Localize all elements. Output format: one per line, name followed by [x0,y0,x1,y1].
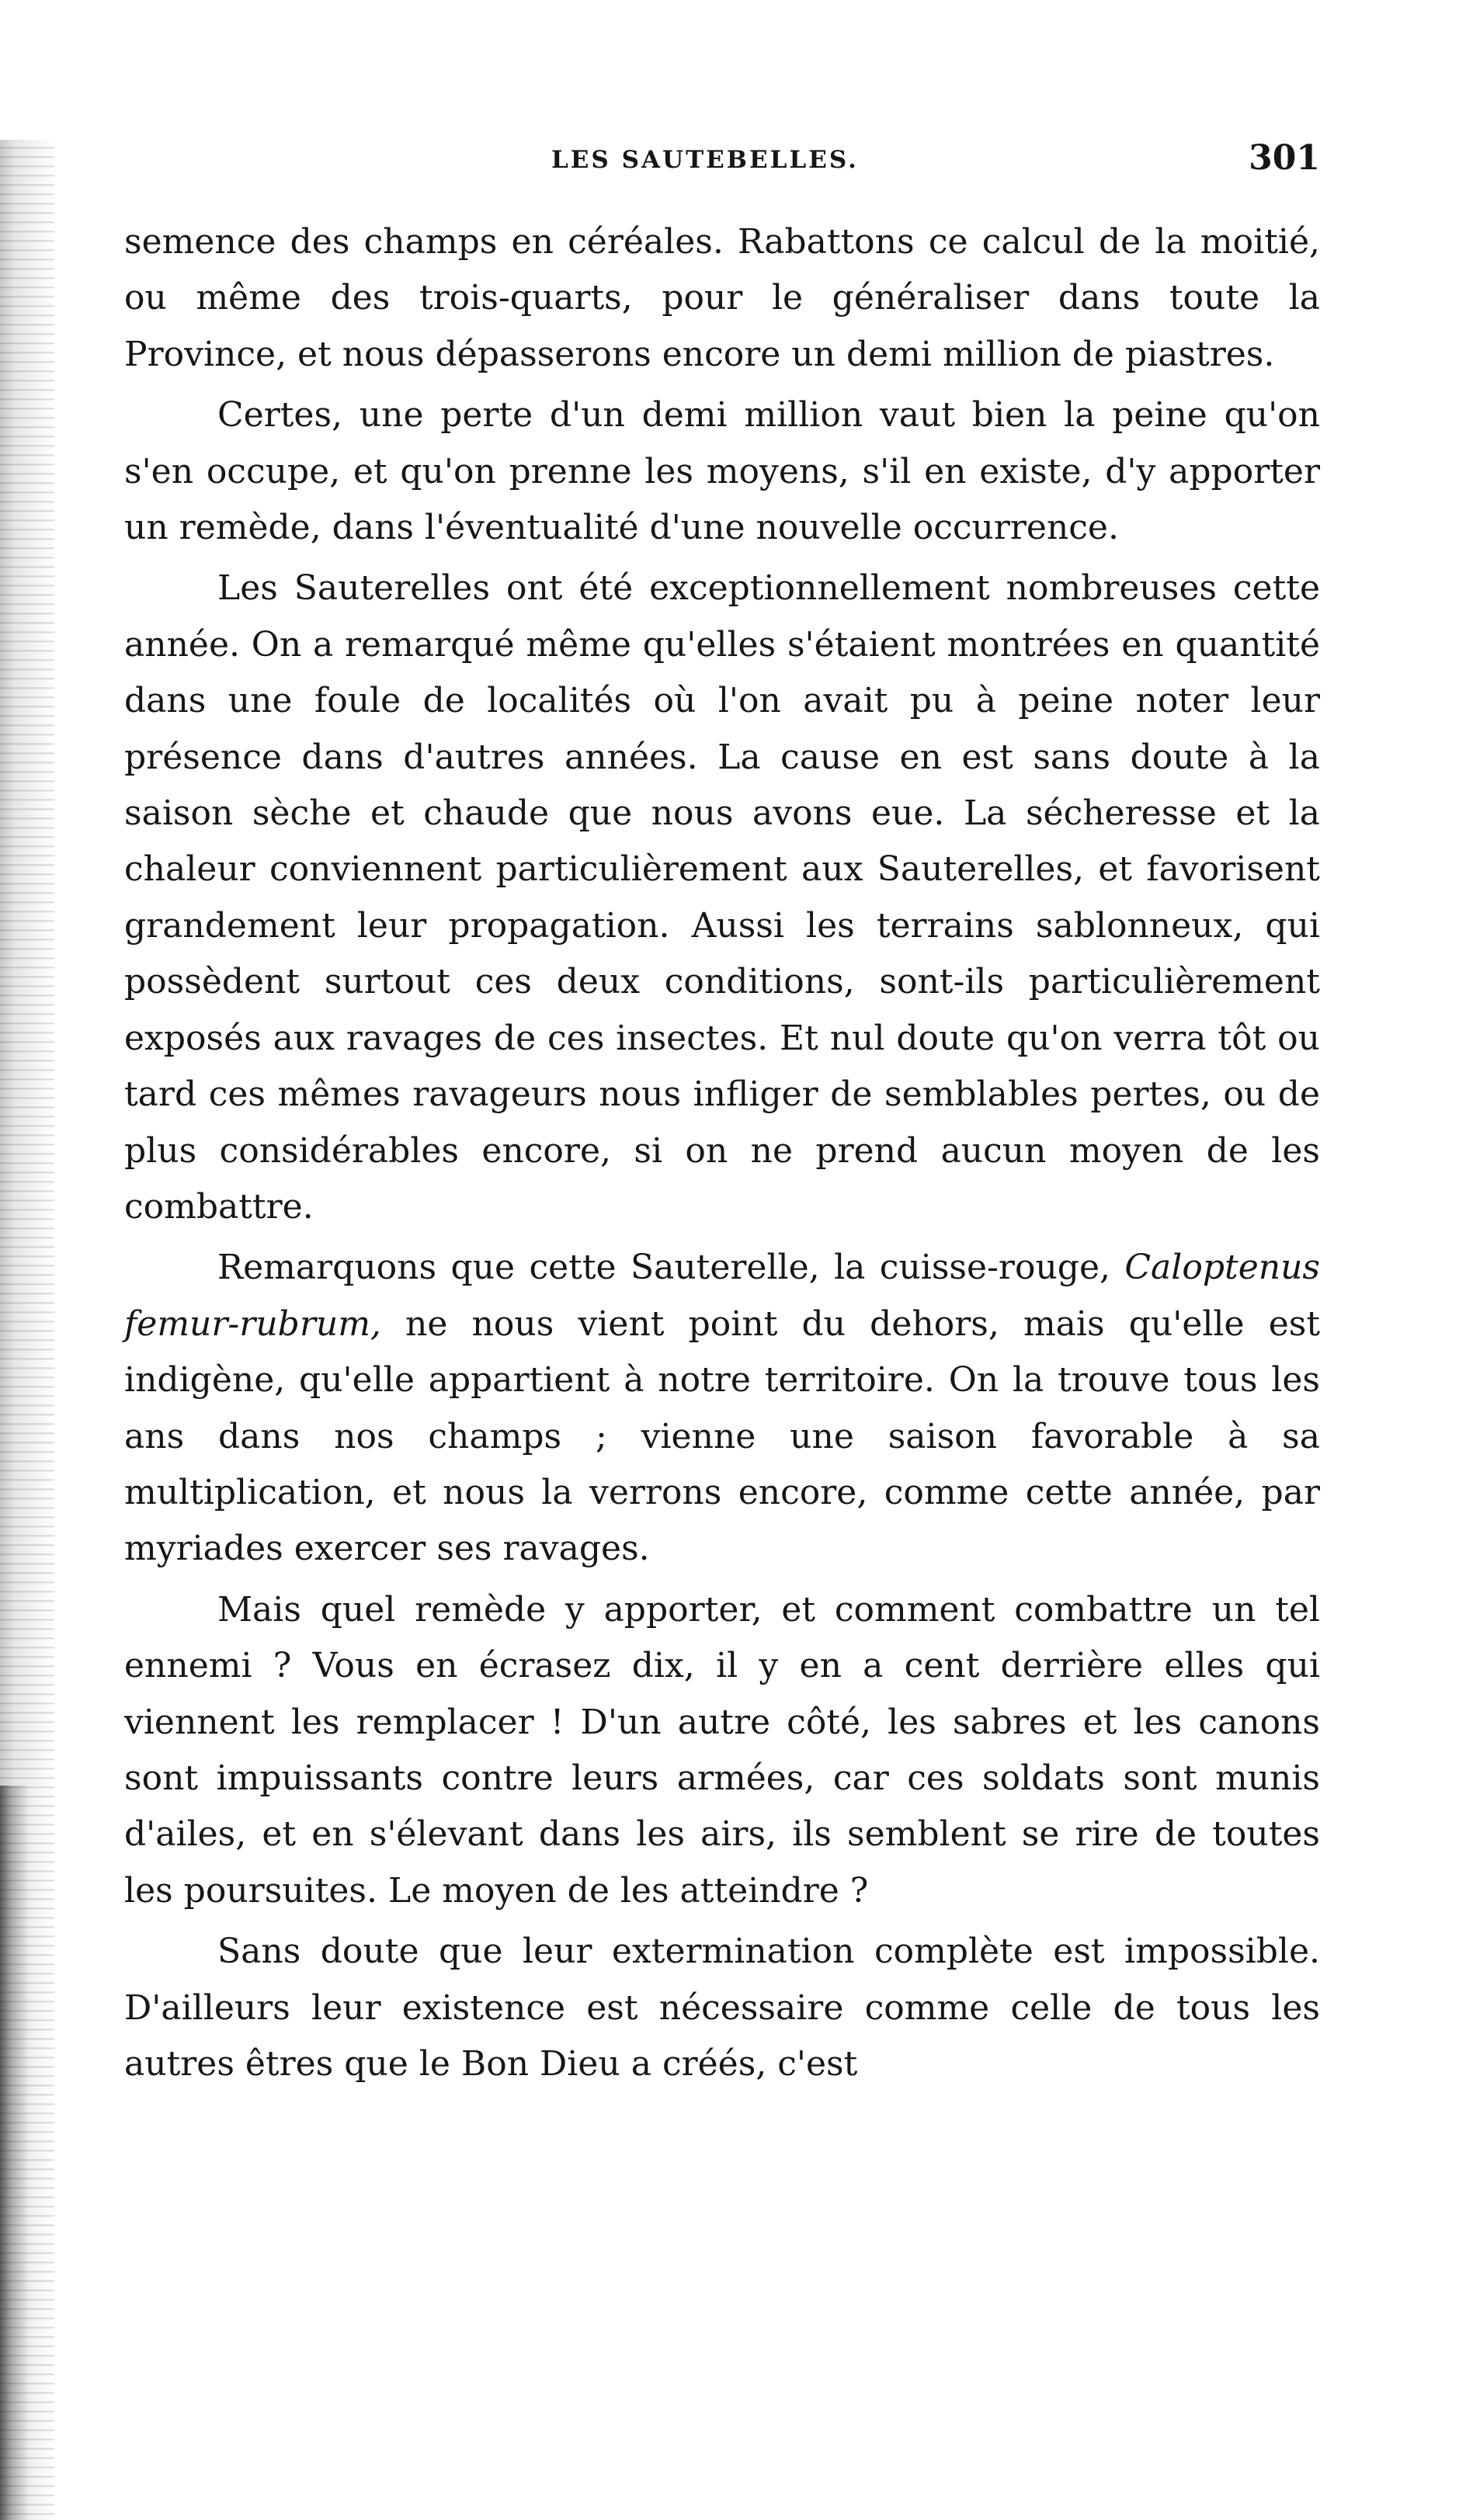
paragraph-text: ne nous vient point du dehors, mais qu'elle est indigène, qu'elle appartient à notre territoire. On la trouve tous les ans dans nos champs ; vienne une saison favorable à sa multiplication, et nous la verrons encore, comme cette année, par myriades exercer ses ravages. [124,1303,1320,1569]
body-text [124,214,1320,2092]
paragraph-text: Remarquons que cette Sauterelle, la cuisse-rouge, [217,1248,1125,1288]
paragraph: semence des champs en céréales. Rabattons ce calcul de la moitié, ou même des trois-quarts, pour le généraliser dans toute la Province, et nous dépasserons encore un demi million de piastres. [124,222,1320,374]
paragraph [124,1240,1320,1577]
binding-shadow-lower [0,1786,30,2520]
running-title: LES SAUTEBELLES. [551,146,859,174]
page-header [124,138,1320,185]
paragraph: Certes, une perte d'un demi million vaut bien la peine qu'on s'en occupe, et qu'on prenne les moyens, s'il en existe, d'y apporter un remède, dans l'éventualité d'une nouvelle occurrence. [124,395,1320,548]
page-number: 301 [1249,138,1320,178]
paragraph: Mais quel remède y apporter, et comment combattre un tel ennemi ? Vous en écrasez dix, il y en a cent derrière elles qui viennent les remplacer ! D'un autre côté, les sabres et les canons sont impuissants contre leurs armées, car ces soldats sont munis d'ailes, et en s'élevant dans les airs, ils semblent se rire de toutes les poursuites. Le moyen de les atteindre ? [124,1589,1320,1911]
species-name: Caloptenus femur-rubrum, [124,1248,1320,1344]
paragraph: Sans doute que leur extermination complète est impossible. D'ailleurs leur existence est nécessaire comme celle de tous les autres êtres que le Bon Dieu a créés, c'est [124,1932,1320,2084]
paragraph: Les Sauterelles ont été exceptionnellement nombreuses cette année. On a remarqué même qu'elles s'étaient montrées en quantité dans une foule de localités où l'on avait pu à peine noter leur présence dans d'autres années. La cause en est sans doute à la saison sèche et chaude que nous avons eue. La sécheresse et la chaleur conviennent particulièrement aux Sauterelles, et favorisent grandement leur propagation. Aussi les terrains sablonneux, qui possèdent surtout ces deux conditions, sont-ils particulièrement exposés aux ravages de ces insectes. Et nul doute qu'on verra tôt ou tard ces mêmes ravageurs nous infliger de semblables pertes, ou de plus considérables encore, si on ne prend aucun moyen de les combattre. [124,568,1320,1227]
